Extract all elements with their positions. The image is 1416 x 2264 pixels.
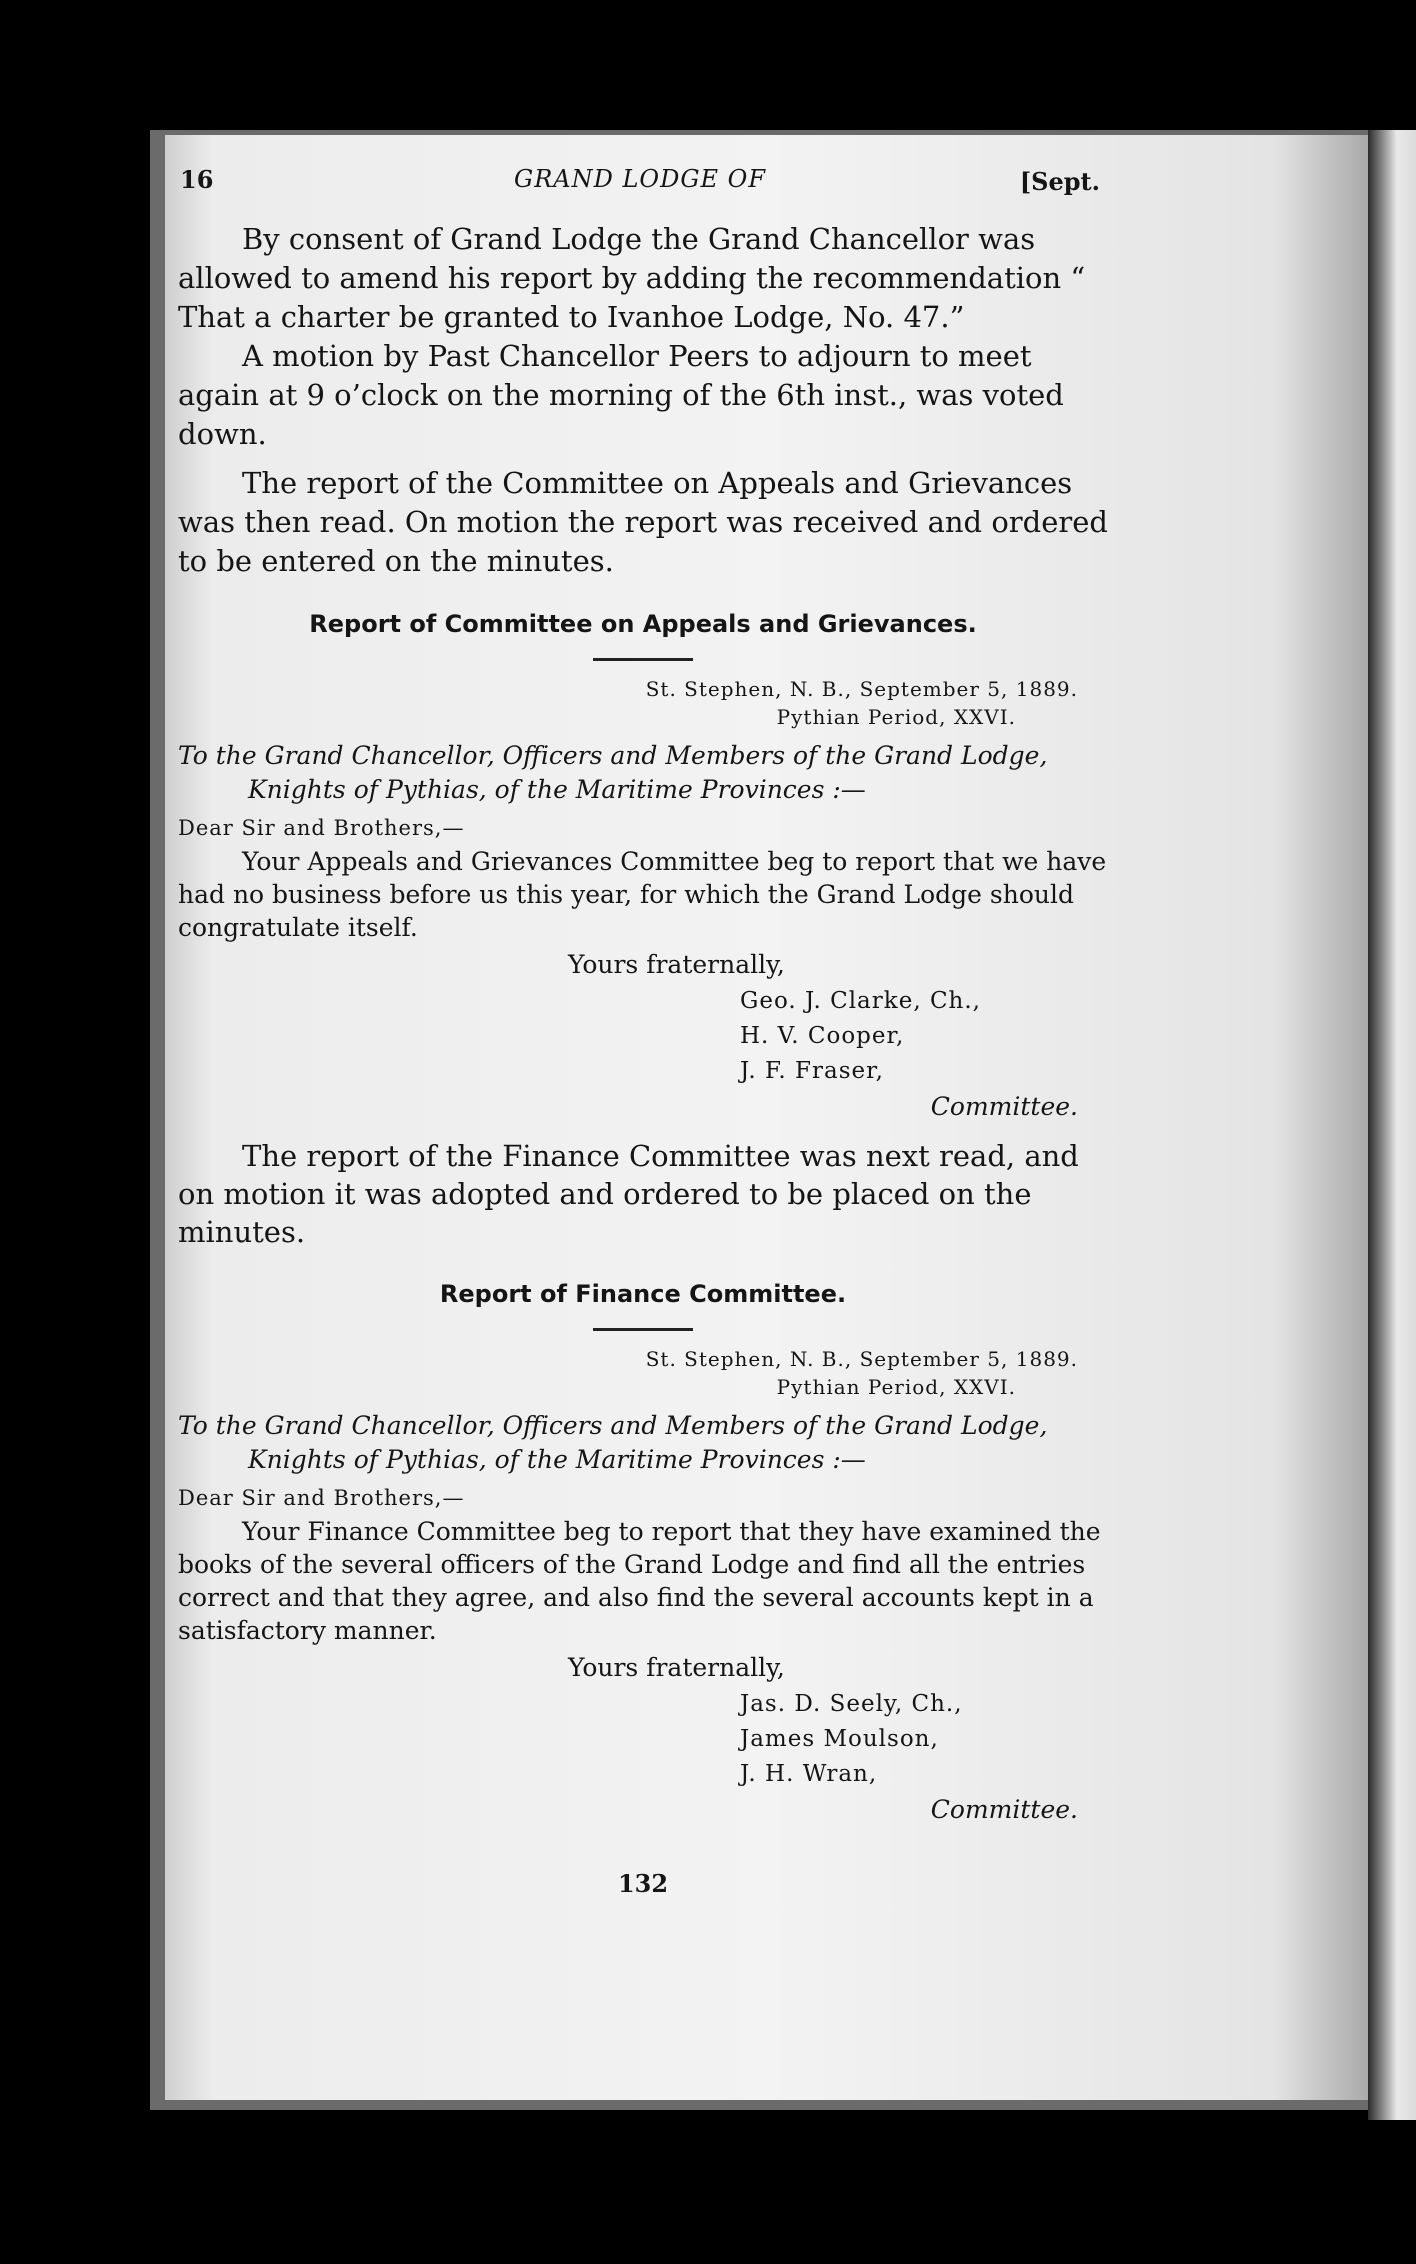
appeals-signatory: J. F. Fraser, [740,1058,884,1084]
finance-address-line1: To the Grand Chancellor, Officers and Members of the Grand Lodge, [178,1411,1048,1440]
finance-address [178,1409,1108,1477]
appeals-body: Your Appeals and Grievances Committee beg to report that we have had no business before us this year, for which the Grand Lodge should congratulate itself. [178,847,1107,942]
paragraph-appeals-read: The report of the Committee on Appeals and Grievances was then read. On motion the report was received and ordered to be entered on the minutes. [178,466,1108,578]
finance-address-line2: Knights of Pythias, of the Maritime Provinces :— [248,1445,866,1474]
paragraph-charter: By consent of Grand Lodge the Grand Chancellor was allowed to amend his report by adding the recommendation “ That a charter be granted to Ivanhoe Lodge, No. 47.” [178,222,1086,334]
finance-dateline: St. Stephen, N. B., September 5, 1889. [645,1347,1078,1371]
appeals-address [178,739,1108,807]
appeals-period: Pythian Period, XXVI. [776,705,1016,729]
page-text [178,220,1108,1903]
finance-signatory: James Moulson, [740,1726,939,1752]
heading-rule [593,658,693,661]
running-month: [Sept. [1019,167,1100,196]
running-head [180,165,1100,205]
facing-page-edge [1368,130,1416,2120]
appeals-committee: Committee. [930,1092,1078,1121]
paragraph-finance-read: The report of the Finance Committee was next read, and on motion it was adopted and ordered to be placed on the minutes. [178,1139,1079,1249]
appeals-salutation: Dear Sir and Brothers,— [178,816,465,840]
folio-number: 132 [617,1869,669,1898]
finance-report-heading: Report of Finance Committee. [439,1280,847,1308]
finance-period: Pythian Period, XXVI. [776,1375,1016,1399]
finance-signatory: J. H. Wran, [740,1761,878,1787]
appeals-address-line2: Knights of Pythias, of the Maritime Provinces :— [248,775,866,804]
appeals-address-line1: To the Grand Chancellor, Officers and Members of the Grand Lodge, [178,741,1048,770]
finance-salutation: Dear Sir and Brothers,— [178,1486,465,1510]
appeals-dateline: St. Stephen, N. B., September 5, 1889. [645,677,1078,701]
running-title: GRAND LODGE OF [514,165,766,193]
appeals-signatory: H. V. Cooper, [740,1023,905,1049]
appeals-signatory: Geo. J. Clarke, Ch., [740,988,981,1014]
finance-committee: Committee. [930,1795,1078,1824]
page-number: 16 [180,165,214,194]
finance-body: Your Finance Committee beg to report that they have examined the books of the several officers of the Grand Lodge and find all the entries correct and that they agree, and also find the several accounts kept in a satisfactory manner. [178,1517,1101,1645]
heading-rule [593,1328,693,1331]
appeals-closing: Yours fraternally, [568,950,785,979]
paragraph-adjourn-motion: A motion by Past Chancellor Peers to adjourn to meet again at 9 o’clock on the morning of the 6th inst., was voted down. [178,339,1064,451]
appeals-report-heading: Report of Committee on Appeals and Grievances. [309,610,977,638]
finance-closing: Yours fraternally, [568,1653,785,1682]
finance-signatory: Jas. D. Seely, Ch., [740,1691,963,1717]
